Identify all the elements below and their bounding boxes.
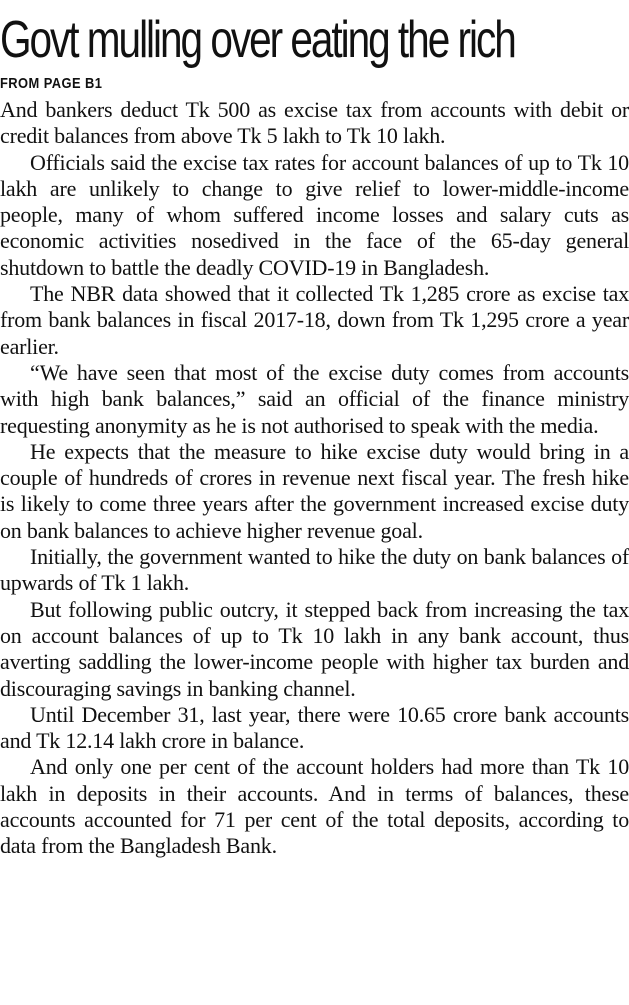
article-body: [0, 97, 629, 860]
paragraph-4: “We have seen that most of the excise duty comes from accounts with high bank balances,” said an official of the finance ministry requesting anonymity as he is not authorised to speak with the media.: [0, 359, 629, 438]
paragraph-2: Officials said the excise tax rates for account balances of up to Tk 10 lakh are unlikely to change to give relief to lower-middle-income people, many of whom suffered income losses and salary cuts as economic activities nosedived in the face of the 65-day general shutdown to battle the deadly COVID-19 in Bangladesh.: [0, 149, 629, 280]
paragraph-7: But following public outcry, it stepped back from increasing the tax on account balances of up to Tk 10 lakh in any bank account, thus averting saddling the lower-income people with higher tax burden and discouraging savings in banking channel.: [0, 596, 629, 701]
paragraph-1: And bankers deduct Tk 500 as excise tax from accounts with debit or credit balances from above Tk 5 lakh to Tk 10 lakh.: [0, 97, 629, 149]
headline: Govt mulling over eating the rich: [0, 11, 515, 69]
paragraph-9: And only one per cent of the account holders had more than Tk 10 lakh in deposits in their accounts. And in terms of balances, these accounts accounted for 71 per cent of the total deposits, according to data from the Bangladesh Bank.: [0, 754, 629, 859]
paragraph-6: Initially, the government wanted to hike the duty on bank balances of upwards of Tk 1 lakh.: [0, 544, 629, 596]
paragraph-5: He expects that the measure to hike excise duty would bring in a couple of hundreds of crores in revenue next fiscal year. The fresh hike is likely to come three years after the government increased excise duty on bank balances to achieve higher revenue goal.: [0, 438, 629, 543]
continuation-kicker: FROM PAGE B1: [0, 75, 103, 92]
paragraph-3: The NBR data showed that it collected Tk 1,285 crore as excise tax from bank balances in fiscal 2017-18, down from Tk 1,295 crore a year earlier.: [0, 281, 629, 359]
paragraph-8: Until December 31, last year, there were 10.65 crore bank accounts and Tk 12.14 lakh crore in balance.: [0, 701, 629, 754]
